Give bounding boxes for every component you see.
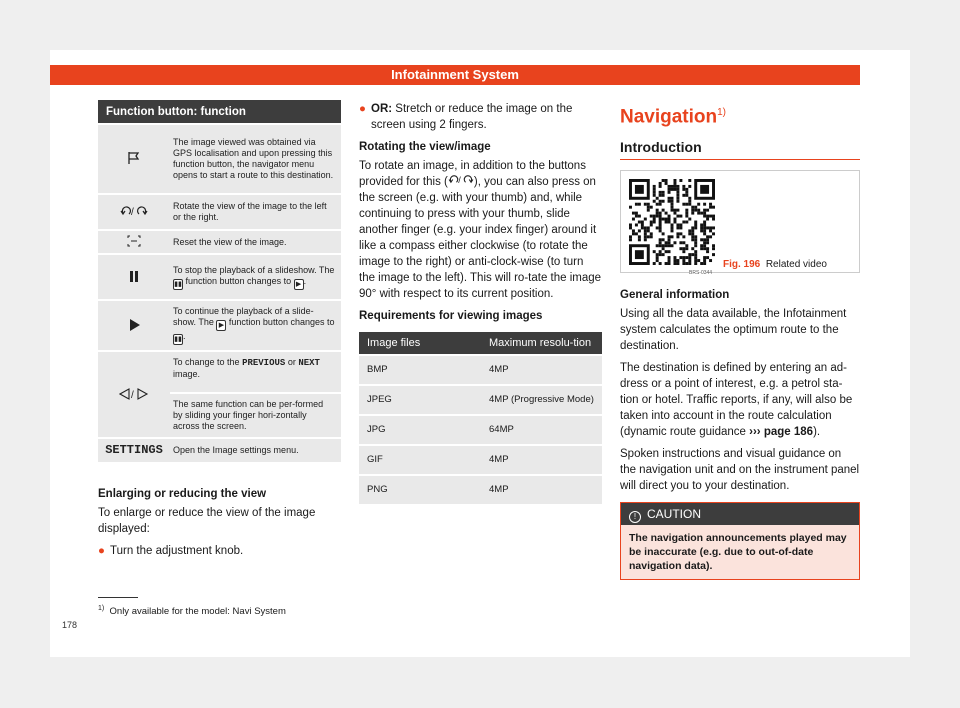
footnote: $^{1)}$ Only available for the model: Navi System (98, 605, 286, 618)
prev-next-icon (98, 351, 170, 438)
bullet-icon: ● (359, 103, 366, 115)
pause-icon (98, 254, 170, 300)
play-icon (98, 300, 170, 351)
qr-code-icon[interactable] (629, 179, 715, 265)
function-table-cell: Open the Image settings menu. (170, 438, 341, 462)
svg-text:/: / (131, 207, 134, 217)
function-table (98, 100, 341, 462)
play-button-icon: ▶ (294, 279, 304, 290)
function-table-cell: Rotate the view of the image to the left or the right. (170, 194, 341, 230)
general-info-heading: General information (620, 289, 730, 302)
caution-header: ! CAUTION (621, 503, 859, 525)
warning-icon: ! (629, 511, 641, 523)
figure-tag: BRS-0344 (689, 265, 712, 281)
requirements-heading: Requirements for viewing images (359, 310, 543, 322)
paragraph: Using all the data available, the Infotainment system calculates the optimum route to the destination. (620, 308, 847, 353)
enlarging-heading: Enlarging or reducing the view (98, 488, 267, 500)
page-number: 178 (62, 620, 78, 630)
table-row: JPEG 4MP (Progressive Mode) (359, 385, 602, 415)
table-row: BMP 4MP (359, 355, 602, 385)
function-table-cell: Reset the view of the image. (170, 230, 341, 254)
figure-196 (620, 170, 860, 277)
footnote-divider (98, 597, 138, 598)
navigation-title: Navigation$^{1)}$ (620, 106, 727, 128)
function-table-heading: Function button: function (98, 100, 341, 124)
function-table-cell: To stop the playback of a slideshow. The ▮▮ function button changes to ▶ . (170, 254, 341, 300)
enlarging-intro: To enlarge or reduce the view of the image displayed: (98, 507, 316, 535)
caution-text: The navigation announcements played may be inaccurate (e.g. due to out-of-date navigation data). (621, 525, 859, 579)
rotating-heading: Rotating the view/image (359, 141, 491, 153)
list-item: ● OR: Stretch or reduce the image on the screen using 2 fingers. (359, 103, 573, 131)
bullet-icon: ● (98, 545, 105, 557)
settings-label: SETTINGS (98, 438, 170, 462)
caution-box (620, 502, 860, 580)
table-header: Image files (359, 332, 481, 355)
paragraph: Spoken instructions and visual guidance on the navigation unit and on the instrument panel will direct you to your destination. (620, 448, 860, 493)
paragraph: The destination is defined by entering an ad-dress or a point of interest, e.g. a petrol sta-tion or hotel. Traffic reports, if any, will also be taken into account in the route calculation (dynamic route guidance ››› page 186). (620, 362, 853, 439)
page-header: Infotainment System (50, 65, 860, 85)
column-2 (359, 101, 602, 504)
table-row: JPG 64MP (359, 415, 602, 445)
reset-view-icon (98, 230, 170, 254)
pause-button-icon: ▮▮ (174, 336, 182, 343)
pause-button-icon: ▮▮ (174, 280, 182, 288)
figure-caption: Fig. 196 Related video (723, 259, 827, 271)
list-item: ● Turn the adjustment knob. (98, 545, 244, 557)
introduction-heading: Introduction (620, 139, 860, 160)
flag-icon (98, 124, 170, 194)
column-1-text (98, 484, 338, 565)
svg-text:/: / (458, 175, 461, 185)
function-table-cell: The image viewed was obtained via GPS localisation and upon pressing this function button, the navigator menu opens to start a route to this destination. (170, 124, 341, 194)
table-header: Maximum resolu-tion (481, 332, 602, 355)
play-button-icon: ▶ (216, 320, 226, 331)
table-row: GIF 4MP (359, 445, 602, 475)
page-link[interactable]: ››› page 186 (749, 426, 814, 439)
svg-text:/: / (131, 389, 134, 400)
function-table-cell: To continue the playback of a slide-show. The ▶ function button changes to ▮▮. (170, 300, 341, 351)
requirements-table (359, 332, 602, 504)
rotate-icon (448, 174, 474, 185)
prev-next-text-b: The same function can be per-formed by sliding your finger hori-zontally across the screen. (170, 392, 341, 437)
rotate-icon (98, 194, 170, 230)
rotating-paragraph: To rotate an image, in addition to the buttons provided for this ( / ), you can also press on the screen (e.g. with your thumb) and, while continuing to press with your thumb, slide another finger (e.g. your index finger) around it like a compass either clockwise (to rotate the image to the right) or anti-clock-wise (to turn the image to the left). This will ro-tate the image 90° with respect to its current position. (359, 160, 602, 300)
function-table-cell (170, 351, 341, 438)
prev-next-text-a: To change to the PREVIOUS or NEXT image. (173, 357, 320, 379)
column-3 (620, 101, 860, 580)
table-row: PNG 4MP (359, 475, 602, 504)
